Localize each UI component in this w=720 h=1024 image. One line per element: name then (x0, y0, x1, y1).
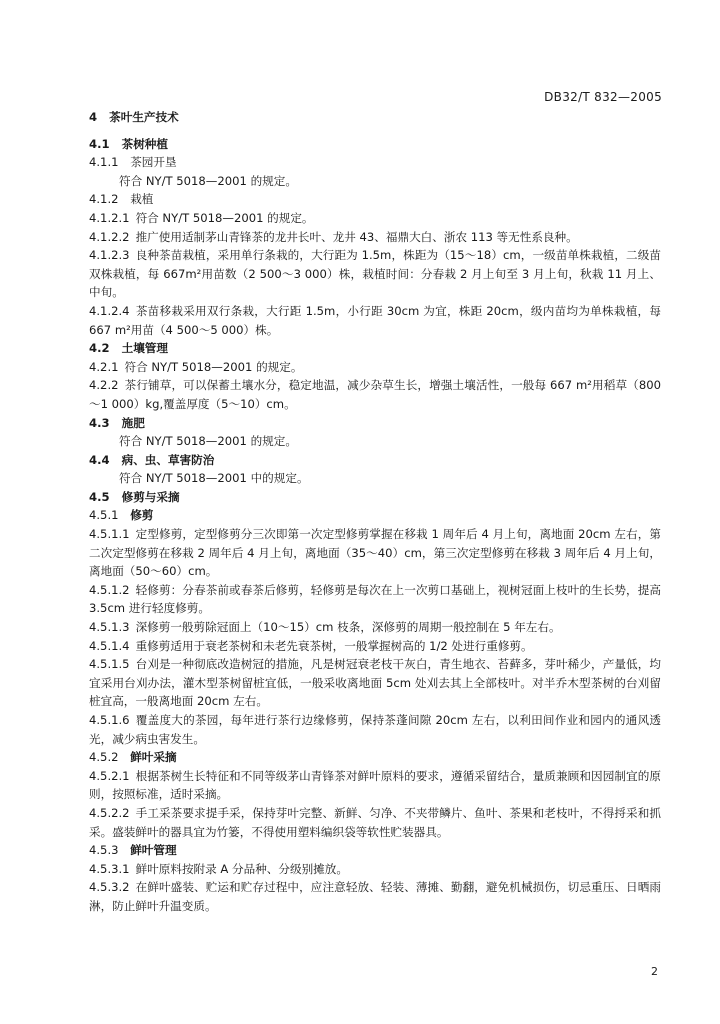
section-4-heading (89, 108, 661, 127)
clause-number: 4.5.1.5 (89, 657, 130, 672)
clause-4-5-3-1 (89, 860, 661, 879)
clause-number: 4.5.1.2 (89, 582, 130, 597)
clause-number: 4.5.2.2 (89, 805, 130, 820)
clause-number: 4.1.2.3 (89, 248, 130, 263)
clause-number: 4.5.1.1 (89, 527, 130, 542)
clause-4-2-2 (89, 376, 661, 413)
clause-text: 根据茶树生长特征和不同等级茅山青锋茶对鲜叶原料的要求，遵循采留结合，量质兼顾和因园制宜的原则，按照标准，适时采摘。 (89, 768, 661, 802)
section-number: 4.5 (89, 489, 110, 504)
clause-text: 深修剪一般剪除冠面上（10～15）cm 枝条，深修剪的周期一般控制在 5 年左右。 (135, 620, 561, 635)
page-number: 2 (651, 965, 658, 978)
section-title: 栽植 (130, 192, 154, 207)
clause-4-5-2-2 (89, 804, 661, 841)
section-4-1-1-text: 符合 NY/T 5018—2001 的规定。 (119, 173, 297, 188)
clause-4-5-1-2 (89, 581, 661, 618)
clause-text: 在鲜叶盛装、贮运和贮存过程中，应注意轻放、轻装、薄摊、勤翻，避免机械损伤，切忌重压、日晒雨淋，防止鲜叶升温变质。 (89, 880, 661, 913)
section-number: 4.3 (89, 415, 110, 430)
clause-4-1-2-2 (89, 228, 661, 247)
clause-text: 定型修剪，定型修剪分三次即第一次定型修剪掌握在移栽 1 周年后 4 月上旬，离地面 20cm 左右，第二次定型修剪在移栽 2 周年后 4 月上旬，离地面（35～40）cm，第三次定型修剪在移栽 3 周年后 4 月上旬，离地面（50～60）cm。 (89, 527, 661, 579)
clause-number: 4.2.2 (89, 378, 119, 393)
section-4-3-heading (89, 414, 661, 433)
section-4-1-1-heading (89, 153, 661, 172)
section-number: 4.1.1 (89, 155, 119, 170)
clause-4-5-1-4 (89, 637, 661, 656)
section-4-2-heading (89, 339, 661, 358)
standard-code: DB32/T 832—2005 (544, 90, 662, 104)
section-title: 施肥 (121, 415, 145, 430)
section-number: 4.1 (89, 136, 110, 151)
clause-number: 4.5.3.2 (89, 880, 130, 895)
clause-4-5-1-1 (89, 525, 661, 581)
section-title: 茶叶生产技术 (109, 110, 179, 124)
clause-text: 手工采茶要求提手采，保持芽叶完整、新鲜、匀净、不夹带鳞片、鱼叶、茶果和老枝叶，不得捋采和抓采。盛装鲜叶的器具宜为竹篓，不得使用塑料编织袋等软性贮装器具。 (89, 805, 661, 839)
section-title: 鲜叶管理 (130, 843, 177, 858)
section-number: 4.5.2 (89, 750, 119, 765)
section-title: 茶树种植 (121, 136, 168, 151)
clause-4-5-3-2 (89, 878, 661, 915)
section-number: 4.2 (89, 341, 110, 356)
clause-text: 茶行铺草，可以保蓄土壤水分，稳定地温，减少杂草生长，增强土壤活性，一般每 667 m²用稻草（800～1 000）kg,覆盖厚度（5～10）cm。 (89, 378, 661, 411)
section-4-4-heading (89, 451, 661, 470)
section-title: 鲜叶采摘 (130, 750, 177, 765)
clause-number: 4.1.2.2 (89, 229, 130, 244)
clause-number: 4.2.1 (89, 359, 119, 374)
clause-text: 重修剪适用于衰老茶树和未老先衰茶树，一般掌握树高的 1/2 处进行重修剪。 (135, 638, 533, 653)
clause-4-1-2-3 (89, 246, 661, 302)
clause-text: 覆盖度大的茶园，每年进行茶行边缘修剪，保持茶蓬间隙 20cm 左右，以利田间作业和园内的通风透光，减少病虫害发生。 (89, 713, 661, 746)
document-body (89, 108, 661, 916)
clause-4-5-2-1 (89, 767, 661, 804)
section-title: 病、虫、草害防治 (121, 452, 215, 467)
clause-number: 4.5.1.3 (89, 620, 130, 635)
section-4-3-text: 符合 NY/T 5018—2001 的规定。 (119, 434, 297, 449)
section-title: 茶园开垦 (130, 155, 177, 170)
section-title: 土壤管理 (121, 341, 168, 356)
section-4-1-heading (89, 135, 661, 154)
clause-4-5-1-3 (89, 618, 661, 637)
section-number: 4.1.2 (89, 192, 119, 207)
clause-number: 4.1.2.4 (89, 303, 130, 318)
section-4-1-2-heading (89, 190, 661, 209)
section-number: 4 (89, 110, 98, 124)
clause-text: 鲜叶原料按附录 A 分品种、分级别摊放。 (135, 861, 348, 876)
clause-text: 推广使用适制茅山青锋茶的龙井长叶、龙井 43、福鼎大白、浙农 113 等无性系良种。 (135, 229, 578, 244)
section-title: 修剪与采摘 (121, 489, 180, 504)
clause-4-2-1 (89, 358, 661, 377)
clause-4-1-2-4 (89, 302, 661, 339)
section-number: 4.5.3 (89, 843, 119, 858)
section-title: 修剪 (130, 508, 154, 523)
clause-number: 4.5.2.1 (89, 768, 130, 783)
section-4-5-1-heading (89, 506, 661, 525)
section-number: 4.4 (89, 452, 110, 467)
section-4-5-heading (89, 488, 661, 507)
clause-text: 茶苗移栽采用双行条栽，大行距 1.5m，小行距 30cm 为宜，株距 20cm，级内苗均为单株栽植，每 667 m²用苗（4 500～5 000）株。 (89, 303, 661, 337)
clause-4-1-2-1 (89, 209, 661, 228)
clause-number: 4.5.1.4 (89, 638, 130, 653)
section-4-5-3-heading (89, 841, 661, 860)
clause-text: 符合 NY/T 5018—2001 的规定。 (124, 359, 303, 374)
clause-number: 4.1.2.1 (89, 210, 130, 225)
clause-text: 轻修剪：分春茶前或春茶后修剪，轻修剪是每次在上一次剪口基础上，视树冠面上枝叶的生长势，提高 3.5cm 进行轻度修剪。 (89, 582, 661, 616)
clause-number: 4.5.3.1 (89, 861, 130, 876)
section-4-4-text: 符合 NY/T 5018—2001 中的规定。 (119, 471, 309, 486)
section-4-5-2-heading (89, 748, 661, 767)
clause-4-5-1-5 (89, 655, 661, 711)
section-number: 4.5.1 (89, 508, 119, 523)
clause-number: 4.5.1.6 (89, 713, 130, 727)
clause-text: 台刈是一种彻底改造树冠的措施，凡是树冠衰老枝干灰白，青生地衣、苔藓多，芽叶稀少，产量低，均宜采用台刈办法，灌木型茶树留桩宜低，一般采收离地面 5cm 处刈去其上全部枝叶。对半乔木型茶树的台刈留桩宜高，一般离地面 20cm 左右。 (89, 657, 661, 709)
clause-text: 良种茶苗栽植，采用单行条栽的，大行距为 1.5m，株距为（15～18）cm，一级苗单株栽植，二级苗双株栽植，每 667m²用苗数（2 500～3 000）株，栽植时间：分春栽 2 月上旬至 3 月上旬，秋栽 11 月上、中旬。 (89, 248, 661, 300)
clause-4-5-1-6 (89, 711, 661, 748)
clause-text: 符合 NY/T 5018—2001 的规定。 (135, 210, 314, 225)
